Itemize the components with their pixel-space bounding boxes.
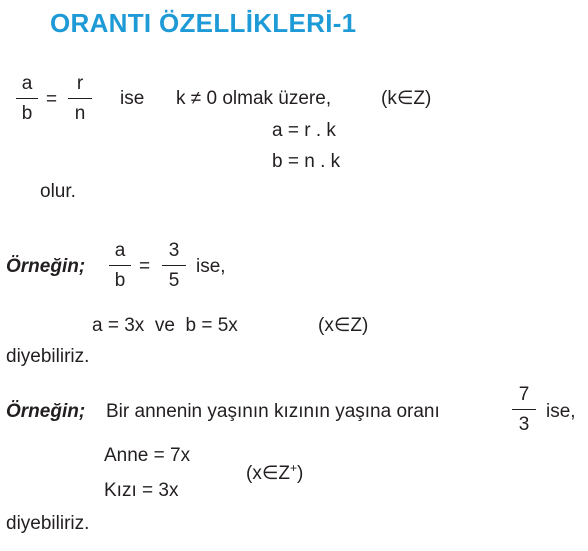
numerator: a <box>21 73 33 94</box>
condition-text: k ≠ 0 olmak üzere, <box>176 88 332 109</box>
ise-text: ise, <box>546 401 576 422</box>
fraction-r-over-n <box>68 74 92 123</box>
denominator: n <box>74 103 86 125</box>
ise-text: ise, <box>196 256 226 277</box>
fraction-7-over-3 <box>512 385 536 434</box>
fraction-3-over-5 <box>162 241 186 290</box>
page-title: ORANTI ÖZELLİKLERİ-1 <box>50 8 357 38</box>
domain-text: (x∈Z) <box>318 315 369 336</box>
anne-equation: Anne = 7x <box>104 445 191 466</box>
numerator: a <box>114 240 126 261</box>
denominator: 3 <box>518 414 530 436</box>
equals-sign: = <box>139 256 151 277</box>
fraction-a-over-b <box>109 241 131 290</box>
domain-text: (k∈Z) <box>381 88 432 109</box>
domain-close: ) <box>297 463 304 484</box>
numerator: 3 <box>168 240 180 261</box>
denominator: 5 <box>168 270 180 292</box>
denominator: b <box>114 270 126 292</box>
fraction-bar <box>68 98 92 99</box>
fraction-bar <box>512 409 536 410</box>
equation-b: b = n . k <box>272 151 341 172</box>
olur-text: olur. <box>40 181 76 202</box>
numerator: r <box>76 73 84 94</box>
fraction-bar <box>16 98 38 99</box>
equals-sign: = <box>46 89 58 110</box>
domain-text <box>246 462 303 483</box>
equation-a: a = r . k <box>272 120 336 141</box>
fraction-a-over-b <box>16 74 38 123</box>
domain-base: (x∈Z <box>246 463 290 484</box>
conclusion-text: diyebiliriz. <box>6 513 90 534</box>
ise-text: ise <box>120 88 145 109</box>
example-label: Örneğin; <box>6 256 86 277</box>
numerator: 7 <box>518 384 530 405</box>
kizi-equation: Kızı = 3x <box>104 480 179 501</box>
conclusion-text: diyebiliriz. <box>6 346 90 367</box>
domain-superscript: + <box>289 461 297 475</box>
fraction-bar <box>162 265 186 266</box>
problem-text: Bir annenin yaşının kızının yaşına oranı <box>106 401 440 422</box>
denominator: b <box>21 103 33 125</box>
example-label: Örneğin; <box>6 401 86 422</box>
result-text: a = 3x ve b = 5x <box>92 315 238 336</box>
fraction-bar <box>109 265 131 266</box>
